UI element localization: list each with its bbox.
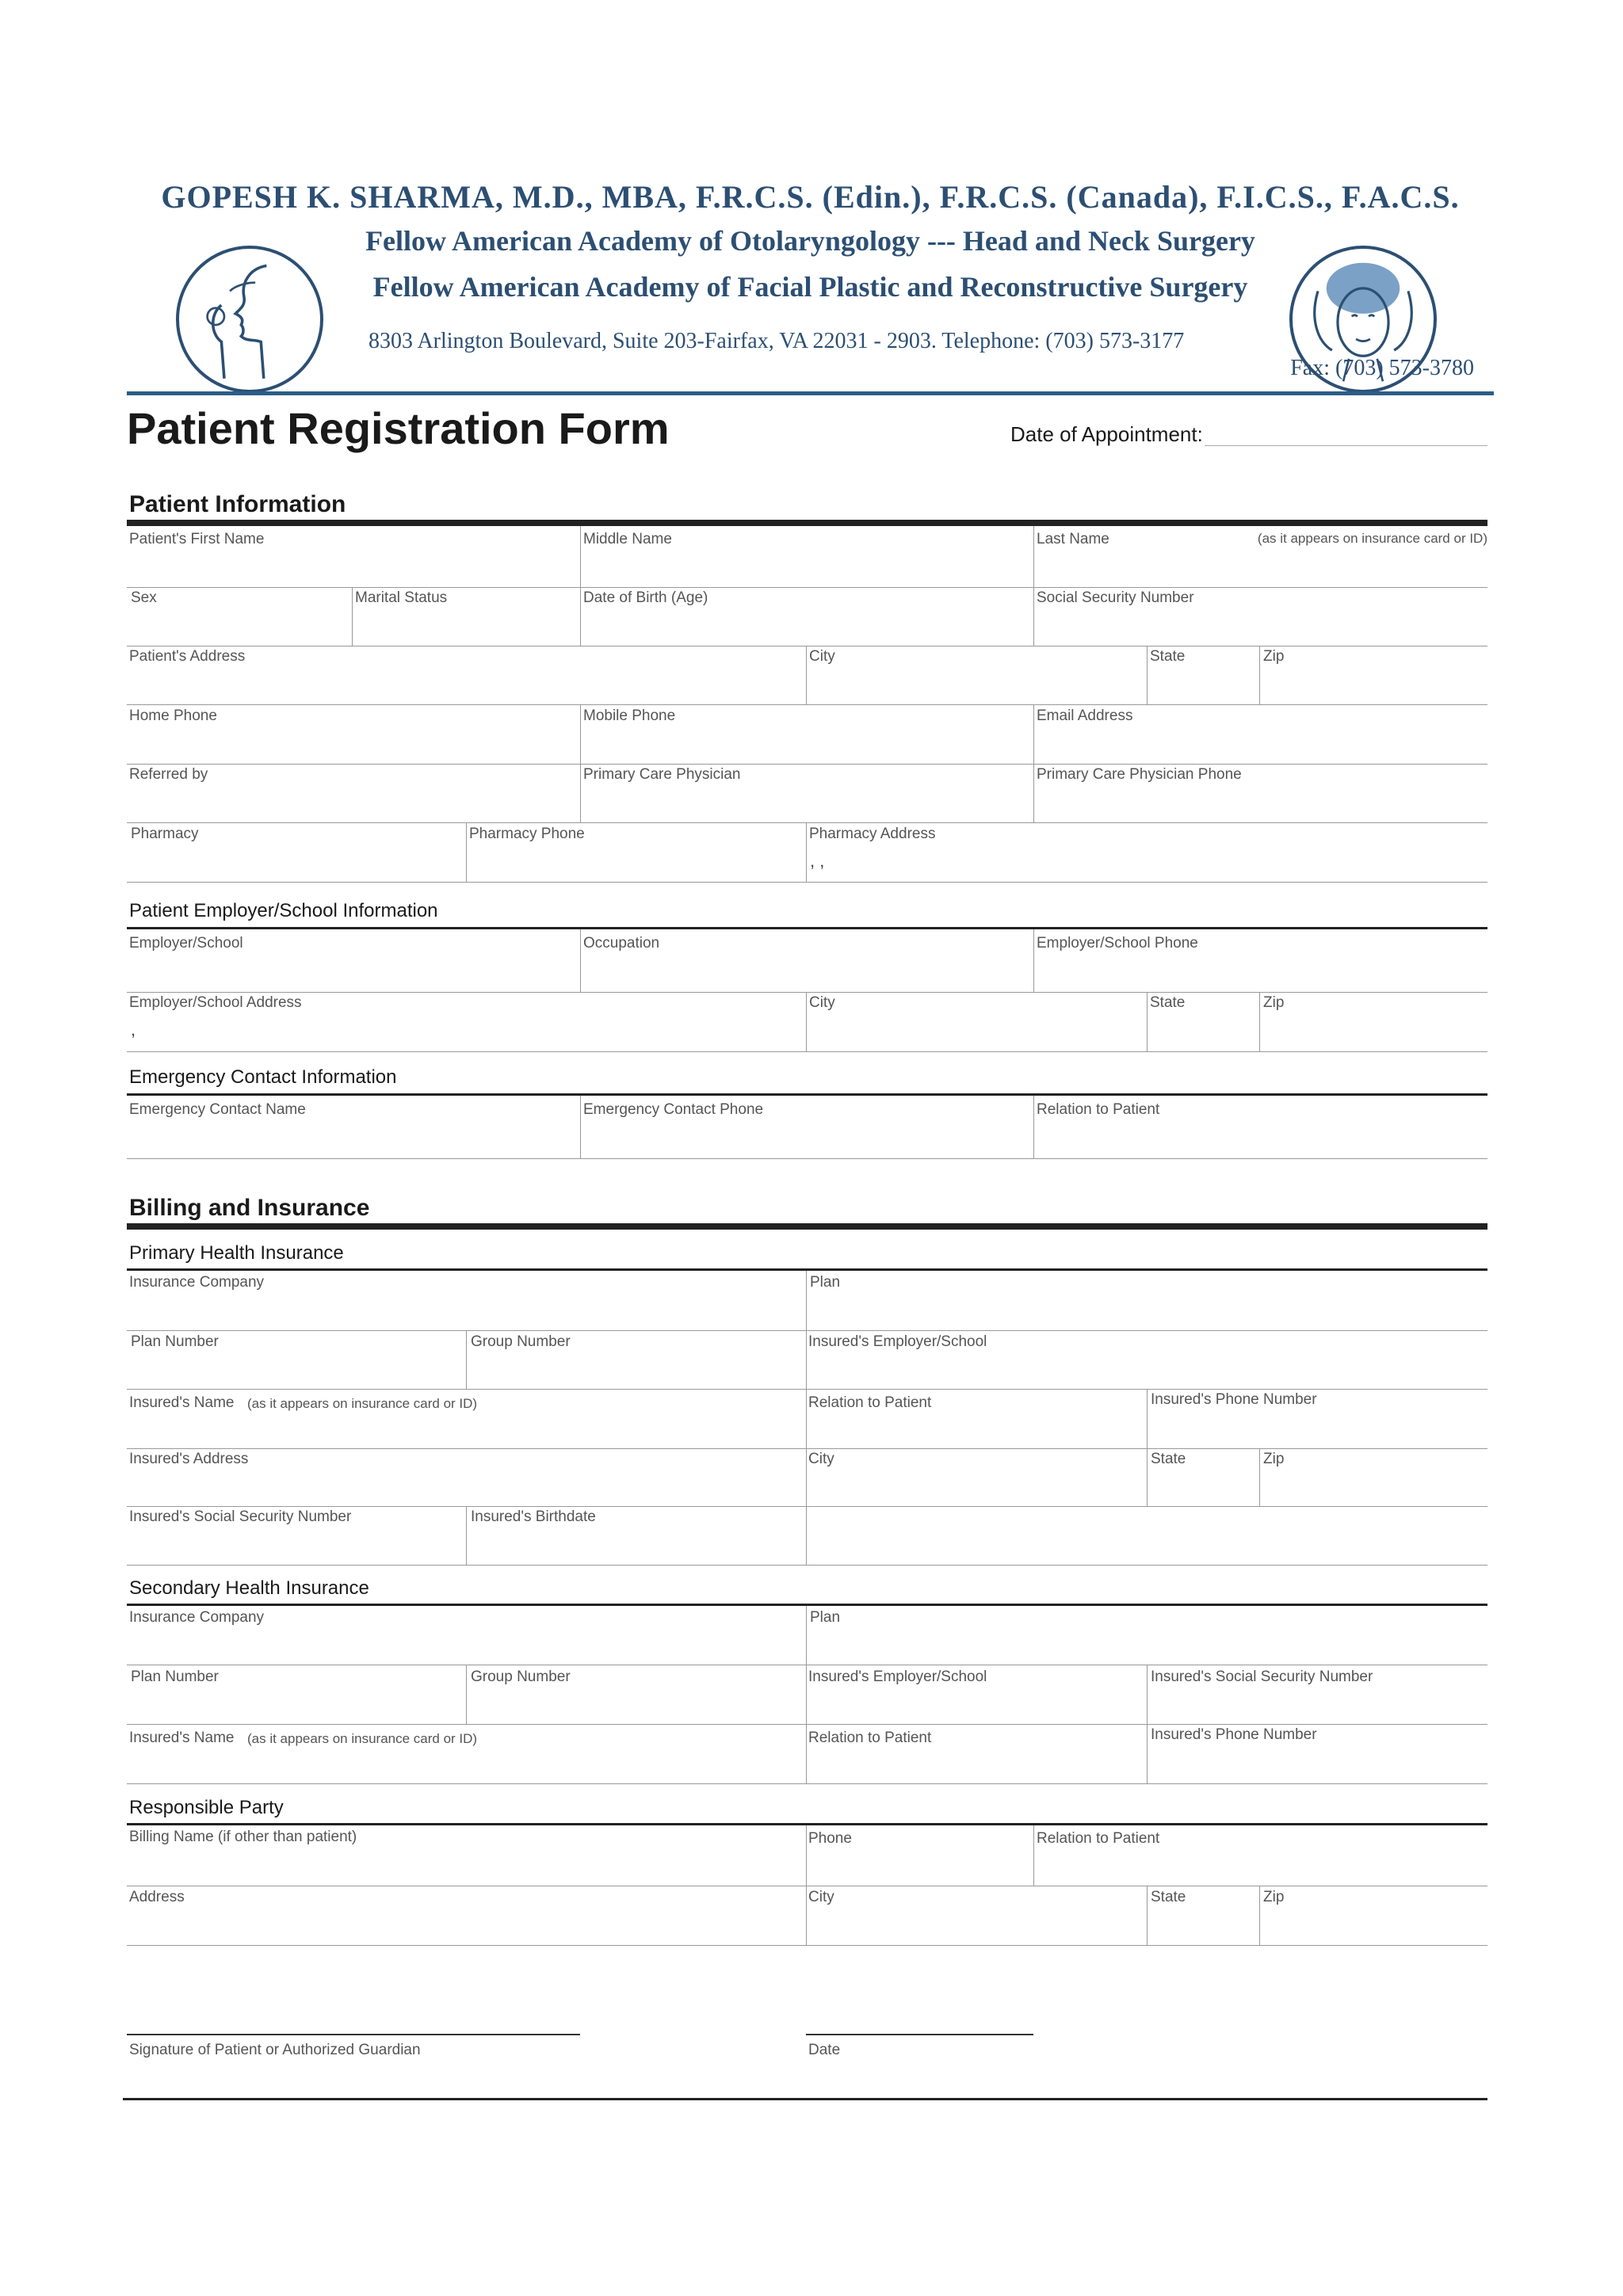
cell-divider — [806, 1665, 807, 1724]
row-divider — [127, 1565, 1487, 1566]
responsible-address-field[interactable]: Address — [129, 1889, 185, 1905]
last-name-note: (as it appears on insurance card or ID) — [1257, 531, 1487, 546]
primary-group-number-field[interactable]: Group Number — [471, 1333, 571, 1350]
signature-label: Signature of Patient or Authorized Guardian — [129, 2042, 421, 2058]
cell-divider — [1259, 1886, 1260, 1945]
primary-insurance-heading: Primary Health Insurance — [129, 1242, 344, 1264]
primary-insured-name-note: (as it appears on insurance card or ID) — [247, 1396, 478, 1411]
row-divider — [127, 1506, 1487, 1507]
cell-divider — [806, 1886, 807, 1945]
state-field[interactable]: State — [1150, 648, 1186, 665]
patient-address-field[interactable]: Patient's Address — [129, 648, 246, 665]
pharmacy-address-field[interactable]: Pharmacy Address — [809, 826, 936, 842]
cell-divider — [1033, 1096, 1034, 1158]
ssn-field[interactable]: Social Security Number — [1037, 589, 1194, 606]
address-phone-line: 8303 Arlington Boulevard, Suite 203-Fairfax, VA 22031 - 2903. Telephone: (703) 573-3177 — [369, 329, 1185, 353]
cell-divider — [466, 1330, 467, 1389]
section-rule — [127, 927, 1487, 929]
employer-school-field[interactable]: Employer/School — [129, 935, 243, 952]
pharmacy-field[interactable]: Pharmacy — [131, 826, 199, 842]
last-name-field[interactable]: Last Name — [1037, 531, 1109, 547]
secondary-insured-name-note: (as it appears on insurance card or ID) — [247, 1731, 478, 1746]
row-divider — [127, 1945, 1487, 1946]
primary-city-field[interactable]: City — [808, 1451, 834, 1467]
middle-name-field[interactable]: Middle Name — [583, 531, 672, 547]
cell-divider — [806, 992, 807, 1051]
secondary-insurance-company-field[interactable]: Insurance Company — [129, 1609, 265, 1626]
referred-by-field[interactable]: Referred by — [129, 766, 208, 783]
cell-divider — [1147, 1724, 1148, 1783]
physician-name: GOPESH K. SHARMA, M.D., MBA, F.R.C.S. (Edin.), F.R.C.S. (Canada), F.I.C.S., F.A.C.S. — [161, 179, 1460, 215]
sex-field[interactable]: Sex — [131, 589, 157, 606]
primary-insured-address-field[interactable]: Insured's Address — [129, 1451, 249, 1467]
cell-divider — [1259, 1448, 1260, 1506]
cell-divider — [580, 1096, 581, 1158]
row-divider — [127, 1448, 1487, 1449]
pharmacy-address-value: , , — [810, 851, 825, 871]
responsible-phone-field[interactable]: Phone — [808, 1830, 852, 1847]
section-rule — [127, 1268, 1487, 1271]
cell-divider — [806, 1506, 807, 1565]
cell-divider — [1033, 526, 1034, 587]
row-divider — [127, 1051, 1487, 1052]
secondary-plan-field[interactable]: Plan — [810, 1609, 841, 1626]
cell-divider — [806, 1271, 807, 1330]
employer-phone-field[interactable]: Employer/School Phone — [1037, 935, 1198, 952]
cell-divider — [806, 1606, 807, 1665]
responsible-zip-field[interactable]: Zip — [1263, 1889, 1285, 1905]
section-rule — [127, 1223, 1487, 1230]
fellowship-line-2: Fellow American Academy of Facial Plastic and Reconstructive Surgery — [372, 271, 1248, 303]
cell-divider — [580, 587, 581, 646]
cell-divider — [1033, 929, 1034, 992]
row-divider — [127, 1783, 1487, 1784]
signature-date-field[interactable] — [806, 2034, 1033, 2035]
letterhead-rule — [127, 391, 1494, 395]
primary-plan-number-field[interactable]: Plan Number — [131, 1333, 219, 1350]
emergency-heading: Emergency Contact Information — [129, 1066, 397, 1088]
secondary-insured-employer-field[interactable]: Insured's Employer/School — [808, 1669, 987, 1685]
cell-divider — [806, 1724, 807, 1783]
cell-divider — [466, 822, 467, 882]
primary-insured-employer-field[interactable]: Insured's Employer/School — [808, 1333, 987, 1350]
primary-insured-ssn-field[interactable]: Insured's Social Security Number — [129, 1508, 352, 1525]
employer-state-field[interactable]: State — [1150, 994, 1186, 1011]
letterhead — [127, 170, 1494, 395]
secondary-group-number-field[interactable]: Group Number — [471, 1669, 571, 1685]
billing-heading: Billing and Insurance — [129, 1195, 370, 1221]
responsible-party-heading: Responsible Party — [129, 1797, 284, 1818]
cell-divider — [1147, 992, 1148, 1051]
fax-line: Fax: (703) 573-3780 — [1290, 356, 1474, 380]
primary-relation-field[interactable]: Relation to Patient — [808, 1394, 932, 1411]
cell-divider — [1259, 992, 1260, 1051]
employer-city-field[interactable]: City — [809, 994, 835, 1011]
cell-divider — [1147, 646, 1148, 704]
first-name-field[interactable]: Patient's First Name — [129, 531, 265, 547]
section-rule — [127, 1823, 1487, 1825]
pharmacy-phone-field[interactable]: Pharmacy Phone — [469, 826, 585, 842]
employer-heading: Patient Employer/School Information — [129, 900, 438, 921]
responsible-state-field[interactable]: State — [1151, 1889, 1186, 1905]
date-of-birth-field[interactable]: Date of Birth (Age) — [583, 589, 708, 606]
secondary-relation-field[interactable]: Relation to Patient — [808, 1730, 932, 1746]
row-divider — [127, 1724, 1487, 1725]
cell-divider — [1147, 1448, 1148, 1506]
date-of-appointment-label: Date of Appointment: — [1010, 422, 1203, 446]
fellowship-line-1: Fellow American Academy of Otolaryngology --- Head and Neck Surgery — [365, 225, 1255, 257]
cell-divider — [580, 704, 581, 764]
row-divider — [127, 587, 1487, 588]
cell-divider — [1147, 1389, 1148, 1448]
primary-plan-field[interactable]: Plan — [810, 1274, 841, 1291]
cell-divider — [1147, 1886, 1148, 1945]
row-divider — [127, 822, 1487, 823]
mobile-phone-field[interactable]: Mobile Phone — [583, 707, 676, 724]
primary-insured-birthdate-field[interactable]: Insured's Birthdate — [471, 1508, 596, 1525]
face-with-hands-icon — [1289, 246, 1437, 393]
employer-address-value: , — [131, 1020, 136, 1039]
responsible-city-field[interactable]: City — [808, 1889, 834, 1905]
primary-insured-name-field[interactable]: Insured's Name — [129, 1394, 235, 1411]
cell-divider — [1033, 1825, 1034, 1886]
employer-zip-field[interactable]: Zip — [1263, 994, 1285, 1011]
emergency-contact-phone-field[interactable]: Emergency Contact Phone — [583, 1101, 764, 1118]
cell-divider — [352, 587, 353, 646]
section-rule — [127, 1604, 1487, 1606]
cell-divider — [806, 1448, 807, 1506]
cell-divider — [806, 646, 807, 704]
form-bottom-rule — [123, 2098, 1487, 2100]
cell-divider — [806, 1825, 807, 1886]
secondary-insured-name-field[interactable]: Insured's Name — [129, 1730, 235, 1746]
city-field[interactable]: City — [809, 648, 835, 665]
secondary-insured-phone-field[interactable]: Insured's Phone Number — [1151, 1726, 1317, 1743]
responsible-relation-field[interactable]: Relation to Patient — [1037, 1830, 1160, 1847]
primary-care-physician-field[interactable]: Primary Care Physician — [583, 766, 741, 783]
secondary-plan-number-field[interactable]: Plan Number — [131, 1669, 219, 1685]
section-rule — [127, 520, 1487, 526]
home-phone-field[interactable]: Home Phone — [129, 707, 217, 724]
email-field[interactable]: Email Address — [1037, 707, 1133, 724]
patient-information-heading: Patient Information — [129, 491, 346, 517]
cell-divider — [1259, 646, 1260, 704]
primary-insured-phone-field[interactable]: Insured's Phone Number — [1151, 1391, 1317, 1408]
row-divider — [127, 704, 1487, 705]
primary-care-physician-phone-field[interactable]: Primary Care Physician Phone — [1037, 766, 1242, 783]
cell-divider — [806, 822, 807, 882]
row-divider — [127, 992, 1487, 993]
secondary-insurance-heading: Secondary Health Insurance — [129, 1577, 369, 1599]
row-divider — [127, 1389, 1487, 1390]
cell-divider — [1033, 587, 1034, 646]
signature-date-label: Date — [808, 2042, 841, 2058]
primary-insurance-company-field[interactable]: Insurance Company — [129, 1274, 265, 1291]
row-divider — [127, 1330, 1487, 1331]
form-title: Patient Registration Form — [127, 403, 670, 453]
row-divider — [127, 764, 1487, 765]
cell-divider — [580, 764, 581, 822]
cell-divider — [466, 1665, 467, 1724]
primary-zip-field[interactable]: Zip — [1263, 1451, 1285, 1467]
cell-divider — [806, 1330, 807, 1389]
billing-name-field[interactable]: Billing Name (if other than patient) — [129, 1829, 357, 1845]
employer-address-field[interactable]: Employer/School Address — [129, 994, 302, 1011]
cell-divider — [580, 526, 581, 587]
secondary-insured-ssn-field[interactable]: Insured's Social Security Number — [1151, 1669, 1373, 1685]
row-divider — [127, 1158, 1487, 1159]
date-of-appointment-field[interactable] — [1205, 445, 1487, 446]
signature-field[interactable] — [127, 2034, 580, 2035]
cell-divider — [806, 1389, 807, 1448]
emergency-relation-field[interactable]: Relation to Patient — [1037, 1101, 1160, 1118]
profile-face-icon — [176, 246, 323, 393]
primary-state-field[interactable]: State — [1151, 1451, 1186, 1467]
cell-divider — [1033, 704, 1034, 764]
cell-divider — [1033, 764, 1034, 822]
section-rule — [127, 1093, 1487, 1096]
cell-divider — [466, 1506, 467, 1565]
zip-field[interactable]: Zip — [1263, 648, 1285, 665]
row-divider — [127, 882, 1487, 883]
emergency-contact-name-field[interactable]: Emergency Contact Name — [129, 1101, 306, 1118]
marital-status-field[interactable]: Marital Status — [355, 589, 448, 606]
cell-divider — [1147, 1665, 1148, 1724]
cell-divider — [580, 929, 581, 992]
occupation-field[interactable]: Occupation — [583, 935, 660, 952]
